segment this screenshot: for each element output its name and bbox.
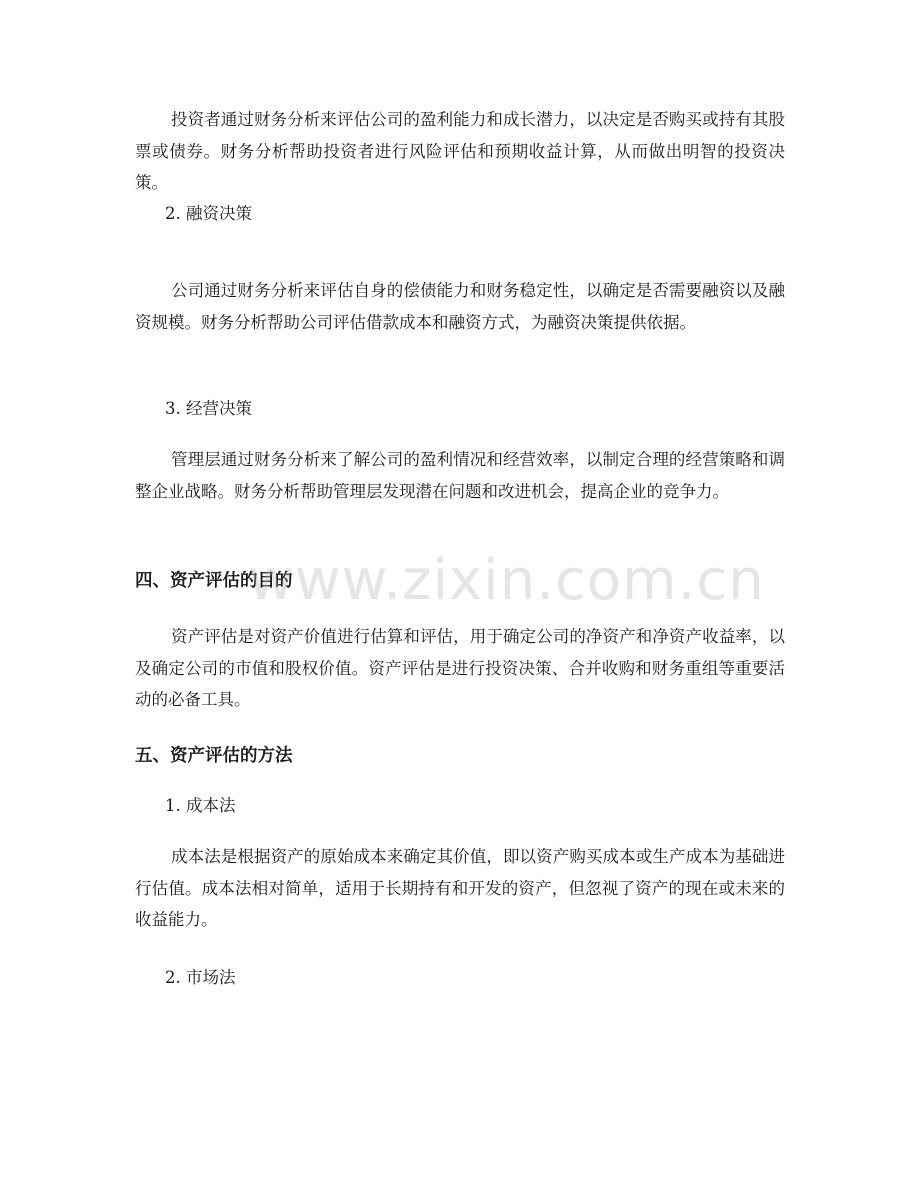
watermark: www.zixin.com.cn	[248, 548, 765, 613]
list-item-cost-method	[135, 794, 785, 818]
paragraph-text: 投资者通过财务分析来评估公司的盈利能力和成长潜力，以决定是否购买或持有其股票或债券。财务分析帮助投资者进行风险评估和预期收益计算，从而做出明智的投资决策。	[135, 110, 785, 192]
paragraph-text: 资产评估是对资产价值进行估算和评估，用于确定公司的净资产和净资产收益率，以及确定公司的市值和股权价值。资产评估是进行投资决策、合并收购和财务重组等重要活动的必备工具。	[135, 627, 785, 709]
paragraph-investment	[135, 104, 785, 199]
paragraph-operations	[135, 444, 785, 507]
paragraph-purpose	[135, 621, 785, 716]
section-heading: 四、资产评估的目的	[135, 571, 293, 591]
list-item-label: 2. 市场法	[165, 968, 236, 987]
paragraph-text: 成本法是根据资产的原始成本来确定其价值，即以资产购买成本或生产成本为基础进行估值。成本法相对简单，适用于长期持有和开发的资产，但忽视了资产的现在或未来的收益能力。	[135, 847, 785, 929]
list-item-label: 3. 经营决策	[165, 399, 252, 418]
list-item-label: 2. 融资决策	[165, 204, 252, 223]
paragraph-text: 管理层通过财务分析来了解公司的盈利情况和经营效率，以制定合理的经营策略和调整企业战略。财务分析帮助管理层发现潜在问题和改进机会，提高企业的竞争力。	[135, 450, 785, 501]
list-item-operations	[135, 397, 785, 421]
list-item-financing	[135, 202, 785, 226]
paragraph-financing	[135, 275, 785, 338]
section-heading-methods	[135, 743, 785, 769]
list-item-market-method	[135, 966, 785, 990]
section-heading-purpose	[135, 568, 785, 594]
paragraph-text: 公司通过财务分析来评估自身的偿债能力和财务稳定性，以确定是否需要融资以及融资规模。财务分析帮助公司评估借款成本和融资方式，为融资决策提供依据。	[135, 281, 785, 332]
list-item-label: 1. 成本法	[165, 796, 236, 815]
section-heading: 五、资产评估的方法	[135, 746, 293, 766]
paragraph-cost-method	[135, 841, 785, 936]
